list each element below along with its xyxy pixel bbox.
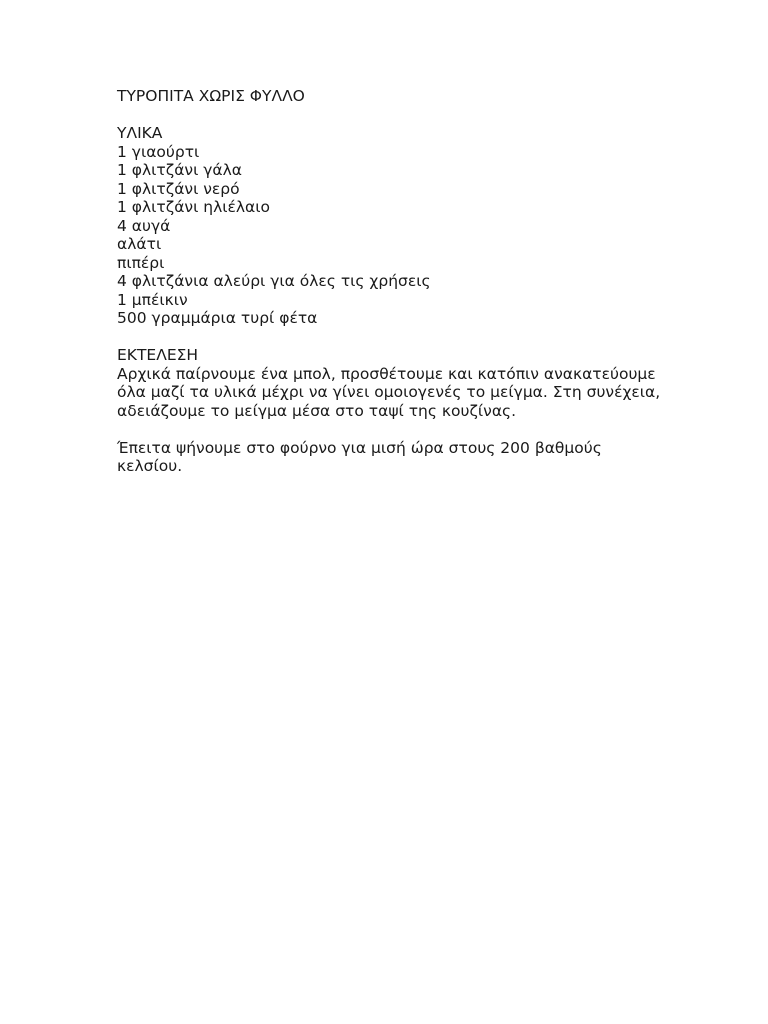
ingredient-item: 4 αυγά — [117, 216, 171, 235]
ingredient-item: 1 μπέικιν — [117, 290, 188, 309]
method-paragraph: Αρχικά παίρνουμε ένα μπολ, προσθέτουμε και κατόπιν ανακατεύουμε όλα μαζί τα υλικά μέχρι να γίνει ομοιογενές το μείγμα. Στη συνέχεια, αδειάζουμε το μείγμα μέσα στο ταψί της κουζίνας. — [117, 364, 661, 420]
ingredient-item: 1 φλιτζάνι νερό — [117, 179, 240, 198]
ingredient-item: 1 γιαούρτι — [117, 142, 200, 161]
method-section — [117, 346, 662, 476]
ingredients-heading: ΥΛΙΚΑ — [117, 124, 163, 142]
ingredient-item: 1 φλιτζάνι ηλιέλαιο — [117, 198, 270, 216]
ingredient-item: 500 γραμμάρια τυρί φέτα — [117, 309, 318, 327]
ingredient-list — [117, 143, 662, 328]
ingredient-item: 4 φλιτζάνια αλεύρι για όλες τις χρήσεις — [117, 272, 431, 290]
ingredient-item: 1 φλιτζάνι γάλα — [117, 161, 243, 179]
method-paragraph: Έπειτα ψήνουμε στο φούρνο για μισή ώρα στους 200 βαθμούς κελσίου. — [117, 438, 602, 475]
recipe-title: ΤΥΡΟΠΙΤΑ ΧΩΡΙΣ ΦΥΛΛΟ — [117, 87, 305, 105]
ingredient-item: πιπέρι — [117, 253, 165, 272]
ingredients-section — [117, 124, 662, 328]
document-content — [117, 87, 662, 476]
ingredient-item: αλάτι — [117, 235, 162, 253]
method-heading: ΕΚΤΕΛΕΣΗ — [117, 346, 199, 364]
